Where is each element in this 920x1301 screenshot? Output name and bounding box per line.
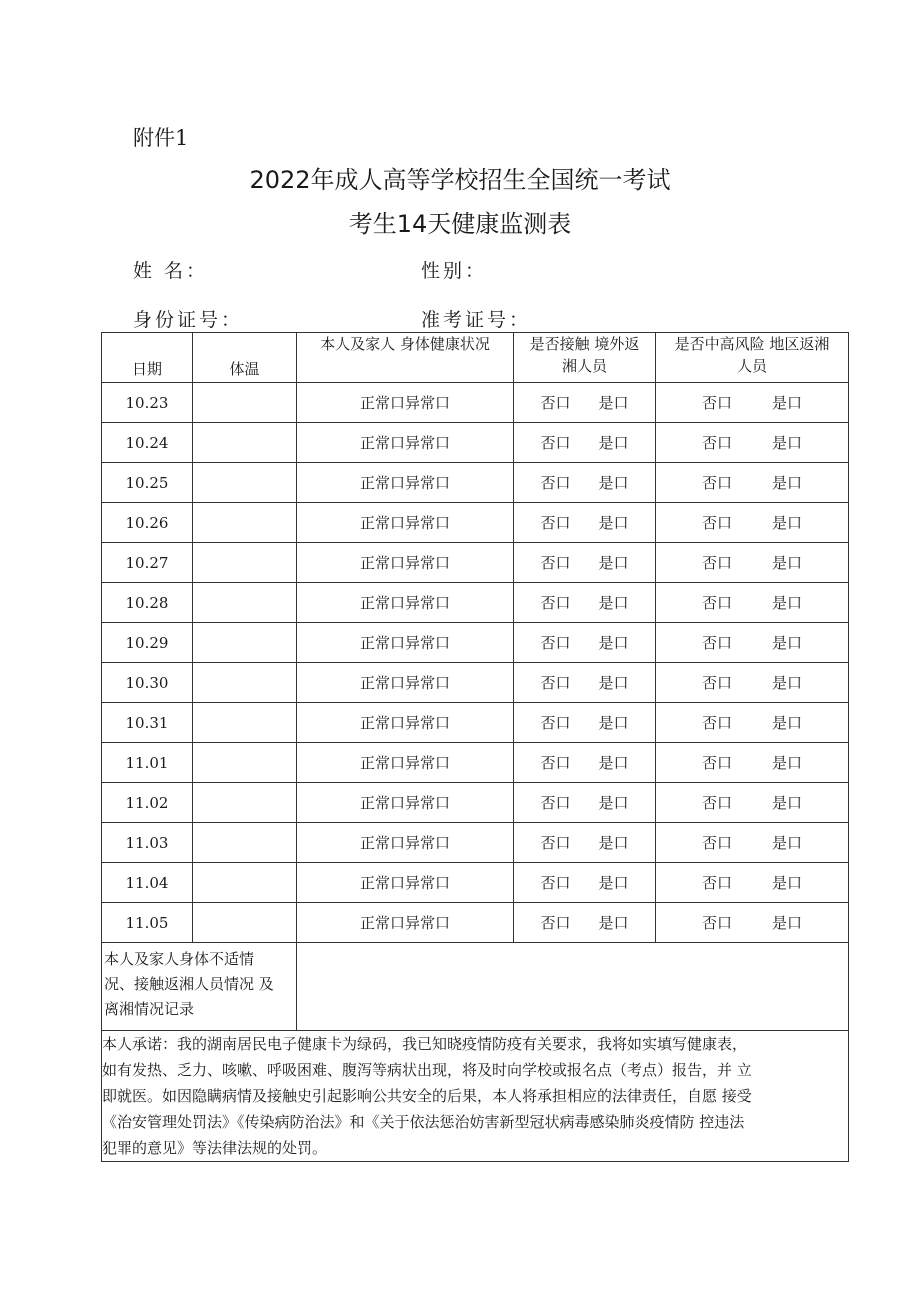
table-row <box>102 703 849 743</box>
row-date: 11.05 <box>102 903 193 943</box>
risk-no-checkbox[interactable]: 否口 <box>701 874 732 892</box>
row-temperature-input[interactable] <box>193 783 297 823</box>
row-date: 11.02 <box>102 783 193 823</box>
row-health-options[interactable]: 正常口异常口 <box>297 383 514 423</box>
row-health-options[interactable]: 正常口异常口 <box>297 743 514 783</box>
header-risk-line2: 人员 <box>736 357 767 375</box>
row-temperature-input[interactable] <box>193 503 297 543</box>
row-contact-options[interactable] <box>514 383 656 423</box>
pledge-line: 本人承诺：我的湖南居民电子健康卡为绿码，我已知晓疫情防疫有关要求，我将如实填写健康表， <box>102 1035 748 1053</box>
contact-no-checkbox[interactable]: 否口 <box>540 674 571 692</box>
contact-yes-checkbox[interactable]: 是口 <box>598 874 629 892</box>
row-temperature-input[interactable] <box>193 423 297 463</box>
row-health-options[interactable]: 正常口异常口 <box>297 863 514 903</box>
row-temperature-input[interactable] <box>193 743 297 783</box>
pledge-line: 如有发热、乏力、咳嗽、呼吸困难、腹泻等病状出现，将及时向学校或报名点（考点）报告，并 立 <box>102 1061 752 1079</box>
table-row <box>102 903 849 943</box>
contact-no-checkbox[interactable]: 否口 <box>540 394 571 412</box>
table-row <box>102 863 849 903</box>
table-row <box>102 663 849 703</box>
header-contact-line1: 是否接触 境外返 <box>529 335 640 353</box>
pledge-row <box>102 1031 849 1162</box>
risk-no-checkbox[interactable]: 否口 <box>701 594 732 612</box>
page-subtitle: 考生14天健康监测表 <box>348 210 572 238</box>
row-risk-options[interactable] <box>656 823 849 863</box>
row-health-options[interactable]: 正常口异常口 <box>297 903 514 943</box>
pledge-text <box>102 1031 849 1162</box>
contact-yes-checkbox[interactable]: 是口 <box>598 474 629 492</box>
remark-label <box>102 943 297 1031</box>
row-contact-options[interactable] <box>514 543 656 583</box>
page-title: 2022年成人高等学校招生全国统一考试 <box>249 166 671 194</box>
risk-yes-checkbox[interactable]: 是口 <box>772 554 803 572</box>
contact-yes-checkbox[interactable]: 是口 <box>598 634 629 652</box>
contact-no-checkbox[interactable]: 否口 <box>540 714 571 732</box>
row-temperature-input[interactable] <box>193 823 297 863</box>
row-contact-options[interactable] <box>514 823 656 863</box>
row-risk-options[interactable] <box>656 743 849 783</box>
table-row <box>102 383 849 423</box>
risk-yes-checkbox[interactable]: 是口 <box>772 634 803 652</box>
row-temperature-input[interactable] <box>193 583 297 623</box>
row-risk-options[interactable] <box>656 703 849 743</box>
row-risk-options[interactable] <box>656 423 849 463</box>
row-temperature-input[interactable] <box>193 703 297 743</box>
table-row <box>102 743 849 783</box>
row-contact-options[interactable] <box>514 463 656 503</box>
table-row <box>102 463 849 503</box>
row-temperature-input[interactable] <box>193 663 297 703</box>
contact-yes-checkbox[interactable]: 是口 <box>598 514 629 532</box>
header-temperature: 体温 <box>193 333 297 383</box>
table-header-row <box>102 333 849 383</box>
row-health-options[interactable]: 正常口异常口 <box>297 503 514 543</box>
risk-no-checkbox[interactable]: 否口 <box>701 554 732 572</box>
risk-yes-checkbox[interactable]: 是口 <box>772 394 803 412</box>
row-health-options[interactable]: 正常口异常口 <box>297 663 514 703</box>
row-risk-options[interactable] <box>656 903 849 943</box>
attachment-label: 附件1 <box>133 126 189 150</box>
row-risk-options[interactable] <box>656 783 849 823</box>
row-contact-options[interactable] <box>514 903 656 943</box>
header-date: 日期 <box>102 333 193 383</box>
name-field-label[interactable]: 姓 名： <box>133 260 209 282</box>
risk-yes-checkbox[interactable]: 是口 <box>772 914 803 932</box>
risk-yes-checkbox[interactable]: 是口 <box>772 434 803 452</box>
remark-input-cell[interactable] <box>297 943 849 1031</box>
contact-no-checkbox[interactable]: 否口 <box>540 794 571 812</box>
remark-row <box>102 943 849 1031</box>
contact-yes-checkbox[interactable]: 是口 <box>598 554 629 572</box>
health-monitoring-table <box>101 332 849 1162</box>
contact-yes-checkbox[interactable]: 是口 <box>598 834 629 852</box>
row-date: 11.03 <box>102 823 193 863</box>
contact-yes-checkbox[interactable]: 是口 <box>598 914 629 932</box>
table-row <box>102 583 849 623</box>
risk-yes-checkbox[interactable]: 是口 <box>772 514 803 532</box>
table-row <box>102 623 849 663</box>
contact-yes-checkbox[interactable]: 是口 <box>598 674 629 692</box>
sex-field-label[interactable]: 性别： <box>421 260 488 282</box>
row-date: 10.31 <box>102 703 193 743</box>
row-health-options[interactable]: 正常口异常口 <box>297 583 514 623</box>
contact-yes-checkbox[interactable]: 是口 <box>598 794 629 812</box>
risk-yes-checkbox[interactable]: 是口 <box>772 874 803 892</box>
row-contact-options[interactable] <box>514 783 656 823</box>
row-date: 10.24 <box>102 423 193 463</box>
row-date: 10.25 <box>102 463 193 503</box>
remark-label-line: 离湘情况记录 <box>104 1000 195 1018</box>
risk-no-checkbox[interactable]: 否口 <box>701 434 732 452</box>
header-risk-area <box>656 333 849 383</box>
header-contact-line2: 湘人员 <box>561 357 607 375</box>
risk-no-checkbox[interactable]: 否口 <box>701 514 732 532</box>
table-row <box>102 823 849 863</box>
row-temperature-input[interactable] <box>193 383 297 423</box>
risk-no-checkbox[interactable]: 否口 <box>701 674 732 692</box>
risk-no-checkbox[interactable]: 否口 <box>701 714 732 732</box>
row-health-options[interactable]: 正常口异常口 <box>297 543 514 583</box>
row-date: 10.23 <box>102 383 193 423</box>
pledge-line: 犯罪的意见》等法律法规的处罚。 <box>102 1139 328 1157</box>
header-health-status: 本人及家人 身体健康状况 <box>297 333 514 383</box>
row-date: 11.04 <box>102 863 193 903</box>
contact-no-checkbox[interactable]: 否口 <box>540 594 571 612</box>
row-contact-options[interactable] <box>514 423 656 463</box>
row-temperature-input[interactable] <box>193 903 297 943</box>
table-row <box>102 783 849 823</box>
row-health-options[interactable]: 正常口异常口 <box>297 423 514 463</box>
row-health-options[interactable]: 正常口异常口 <box>297 623 514 663</box>
remark-label-line: 本人及家人身体不适情 <box>104 950 255 968</box>
risk-no-checkbox[interactable]: 否口 <box>701 914 732 932</box>
risk-yes-checkbox[interactable]: 是口 <box>772 794 803 812</box>
header-contact-returnees <box>514 333 656 383</box>
risk-yes-checkbox[interactable]: 是口 <box>772 674 803 692</box>
risk-yes-checkbox[interactable]: 是口 <box>772 594 803 612</box>
row-contact-options[interactable] <box>514 703 656 743</box>
row-health-options[interactable]: 正常口异常口 <box>297 783 514 823</box>
risk-yes-checkbox[interactable]: 是口 <box>772 834 803 852</box>
row-health-options[interactable]: 正常口异常口 <box>297 463 514 503</box>
risk-yes-checkbox[interactable]: 是口 <box>772 714 803 732</box>
row-risk-options[interactable] <box>656 623 849 663</box>
risk-no-checkbox[interactable]: 否口 <box>701 474 732 492</box>
row-contact-options[interactable] <box>514 623 656 663</box>
row-contact-options[interactable] <box>514 663 656 703</box>
contact-no-checkbox[interactable]: 否口 <box>540 434 571 452</box>
contact-yes-checkbox[interactable]: 是口 <box>598 394 629 412</box>
row-health-options[interactable]: 正常口异常口 <box>297 703 514 743</box>
row-temperature-input[interactable] <box>193 623 297 663</box>
row-health-options[interactable]: 正常口异常口 <box>297 823 514 863</box>
row-date: 10.26 <box>102 503 193 543</box>
contact-no-checkbox[interactable]: 否口 <box>540 474 571 492</box>
risk-yes-checkbox[interactable]: 是口 <box>772 754 803 772</box>
risk-yes-checkbox[interactable]: 是口 <box>772 474 803 492</box>
table-row <box>102 503 849 543</box>
row-risk-options[interactable] <box>656 663 849 703</box>
table-row <box>102 543 849 583</box>
row-risk-options[interactable] <box>656 583 849 623</box>
contact-no-checkbox[interactable]: 否口 <box>540 754 571 772</box>
contact-yes-checkbox[interactable]: 是口 <box>598 594 629 612</box>
header-risk-line1: 是否中高风险 地区返湘 <box>674 335 830 353</box>
id-number-field-label[interactable]: 身份证号： <box>133 309 244 331</box>
risk-no-checkbox[interactable]: 否口 <box>701 834 732 852</box>
row-risk-options[interactable] <box>656 503 849 543</box>
row-contact-options[interactable] <box>514 583 656 623</box>
row-contact-options[interactable] <box>514 863 656 903</box>
contact-yes-checkbox[interactable]: 是口 <box>598 754 629 772</box>
row-date: 10.30 <box>102 663 193 703</box>
row-temperature-input[interactable] <box>193 463 297 503</box>
contact-yes-checkbox[interactable]: 是口 <box>598 714 629 732</box>
row-temperature-input[interactable] <box>193 543 297 583</box>
row-risk-options[interactable] <box>656 543 849 583</box>
row-temperature-input[interactable] <box>193 863 297 903</box>
contact-no-checkbox[interactable]: 否口 <box>540 834 571 852</box>
risk-no-checkbox[interactable]: 否口 <box>701 794 732 812</box>
contact-no-checkbox[interactable]: 否口 <box>540 634 571 652</box>
contact-no-checkbox[interactable]: 否口 <box>540 554 571 572</box>
row-risk-options[interactable] <box>656 383 849 423</box>
row-risk-options[interactable] <box>656 863 849 903</box>
contact-no-checkbox[interactable]: 否口 <box>540 914 571 932</box>
contact-yes-checkbox[interactable]: 是口 <box>598 434 629 452</box>
contact-no-checkbox[interactable]: 否口 <box>540 514 571 532</box>
contact-no-checkbox[interactable]: 否口 <box>540 874 571 892</box>
row-contact-options[interactable] <box>514 503 656 543</box>
row-date: 10.29 <box>102 623 193 663</box>
row-risk-options[interactable] <box>656 463 849 503</box>
table-row <box>102 423 849 463</box>
row-date: 10.28 <box>102 583 193 623</box>
exam-number-field-label[interactable]: 准考证号： <box>421 309 532 331</box>
pledge-line: 《治安管理处罚法》《传染病防治法》和《关于依法惩治妨害新型冠状病毒感染肺炎疫情防 控违法 <box>102 1113 745 1131</box>
row-date: 10.27 <box>102 543 193 583</box>
risk-no-checkbox[interactable]: 否口 <box>701 634 732 652</box>
pledge-line: 即就医。如因隐瞒病情及接触史引起影响公共安全的后果，本人将承担相应的法律责任，自愿 接受 <box>102 1087 752 1105</box>
row-date: 11.01 <box>102 743 193 783</box>
row-contact-options[interactable] <box>514 743 656 783</box>
risk-no-checkbox[interactable]: 否口 <box>701 754 732 772</box>
risk-no-checkbox[interactable]: 否口 <box>701 394 732 412</box>
remark-label-line: 况、接触返湘人员情况 及 <box>104 975 274 993</box>
